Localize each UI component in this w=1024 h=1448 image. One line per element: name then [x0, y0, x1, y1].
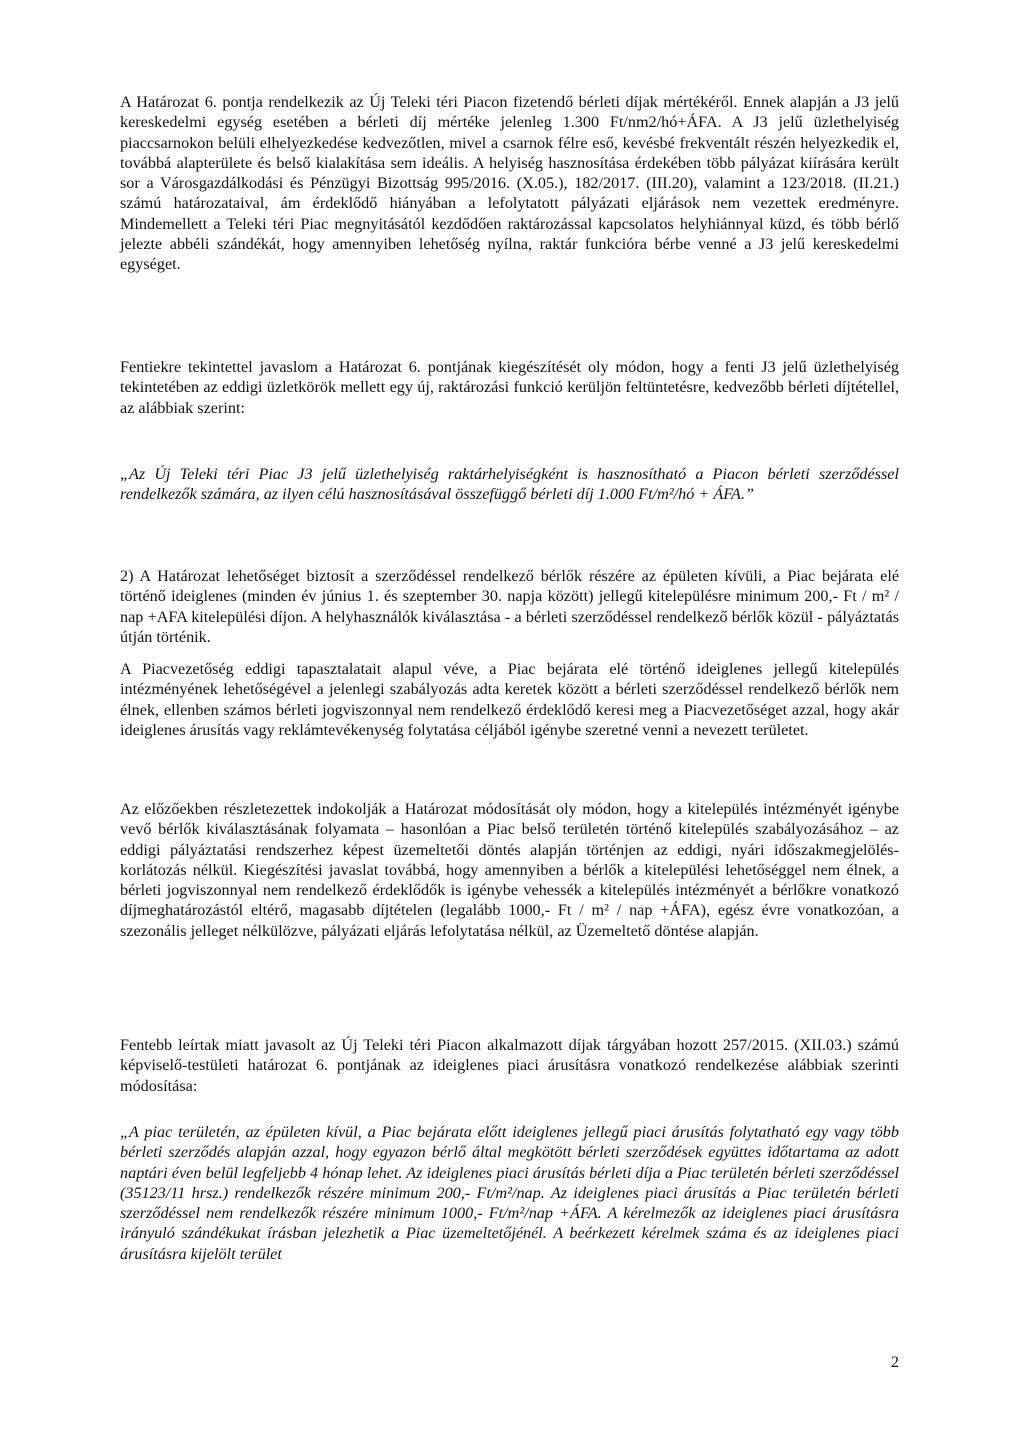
paragraph-resolution-modification: Fentebb leírtak miatt javasolt az Új Teleki téri Piacon alkalmazott díjak tárgyában hozott 257/2015. (XII.03.) számú képviselő-testületi határozat 6. pontjának az ideiglenes piaci árusításra vonatkozó rendelkezése alábbiak szerinti módosítása:: [120, 1036, 899, 1095]
quote-j3-storage-amendment: „Az Új Teleki téri Piac J3 jelű üzlethelyiség raktárhelyiségként is hasznosítható a Piacon bérleti szerződéssel rendelkezők számára, az ilyen célú hasznosításával összefüggő bérleti díj 1.000 Ft/m²/hó + ÁFA.”: [120, 465, 899, 504]
page-number: 2: [890, 1353, 899, 1371]
paragraph-j3-unit-background: A Határozat 6. pontja rendelkezik az Új Teleki téri Piacon fizetendő bérleti díjak mértékéről. Ennek alapján a J3 jelű kereskedelmi egység esetében a bérleti díj mértéke jelenleg 1.300 Ft/nm2/hó+ÁFA. A J3 jelű üzlethelyiség piaccsarnokon belüli elhelyezkedése kedvezőtlen, mivel a csarnok félre eső, kevésbé frekventált részén helyezkedik el, továbbá alapterülete és belső kialakítása sem ideális. A helyiség hasznosítása érdekében több pályázat kiírására került sor a Városgazdálkodási és Pénzügyi Bizottság 995/2016. (X.05.), 182/2017. (III.20), valamint a 123/2018. (II.21.) számú határozataival, ám érdeklődő hiányában a lefolytatott pályázati eljárások nem vezettek eredményre. Mindemellett a Teleki téri Piac megnyitásától kezdődően raktározással kapcsolatos helyhiánnyal küzd, és több bérlő jelezte abbéli szándékát, hogy amennyiben lehetőség nyílna, raktár funkcióra bérbe venné a J3 jelű kereskedelmi egységet.: [120, 93, 899, 274]
paragraph-proposal-intro: Fentiekre tekintettel javaslom a Határozat 6. pontjának kiegészítését oly módon, hogy a fenti J3 jelű üzlethelyiség tekintetében az eddigi üzletkörök mellett egy új, raktározási funkció kerüljön feltüntetésre, kedvezőbb bérleti díjtétellel, az alábbiak szerint:: [120, 358, 899, 417]
paragraph-amendment-justification: Az előzőekben részletezettek indokolják a Határozat módosítását oly módon, hogy a kitelepülés intézményét igénybe vevő bérlők kiválasztásának folyamata – hasonlóan a Piac belső területén történő kitelepülés szabályozásához – az eddigi pályáztatási rendszerhez képest üzemeltetői döntés alapján történjen az eddigi, nyári időszakmegjelölés-korlátozás nélkül. Kiegészítési javaslat továbbá, hogy amennyiben a bérlők a kitelepülési lehetőséggel nem élnek, a bérleti jogviszonnyal nem rendelkező érdeklődők is igénybe vehessék a kitelepülés intézményét a bérlőkre vonatkozó díjmeghatározástól eltérő, magasabb díjtételen (legalább 1000,- Ft / m² / nap +ÁFA), egész évre vonatkozóan, a szezonális jelleget nélkülözve, pályázati eljárás lefolytatása nélkül, az Üzemeltető döntése alapján.: [120, 800, 899, 940]
paragraph-market-experience: A Piacvezetőség eddigi tapasztalatait alapul véve, a Piac bejárata elé történő ideiglenes jellegű kitelepülés intézményének lehetőségével a jelenlegi szabályozás adta keretek között a bérleti szerződéssel rendelkező bérlők nem élnek, ellenben számos bérleti jogviszonnyal nem rendelkező érdeklődő keresi meg a Piacvezetőséget azzal, hogy akár ideiglenes árusítás vagy reklámtevékenység folytatása céljából igénybe szeretné venni a nevezett területet.: [120, 660, 899, 739]
quote-temporary-sales-rules: „A piac területén, az épületen kívül, a Piac bejárata előtt ideiglenes jellegű piaci árusítás folytatható egy vagy több bérleti szerződés alapján azzal, hogy egyazon bérlő által megkötött bérleti szerződések együttes időtartama az adott naptári éven belül legfeljebb 4 hónap lehet. Az ideiglenes piaci árusítás bérleti díja a Piac területén bérleti szerződéssel (35123/11 hrsz.) rendelkezők részére minimum 200,- Ft/m²/nap. Az ideiglenes piaci árusítás a Piac területén bérleti szerződéssel nem rendelkezők részére minimum 1000,- Ft/m²/nap +ÁFA. A kérelmezők az ideiglenes piaci árusításra irányuló szándékukat írásban jelezhetik a Piac üzemeltetőjénél. A beérkezett kérelmek száma és az ideiglenes piaci árusításra kijelölt terület: [120, 1123, 899, 1263]
paragraph-point-2-outdoor-stalls: 2) A Határozat lehetőséget biztosít a szerződéssel rendelkező bérlők részére az épületen kívüli, a Piac bejárata elé történő ideiglenes (minden év június 1. és szeptember 30. napja között) jellegű kitelepülésre minimum 200,- Ft / m² / nap +AFA kitelepülési díjon. A helyhasználók kiválasztása - a bérleti szerződéssel rendelkező bérlők közül - pályáztatás útján történik.: [120, 567, 899, 646]
